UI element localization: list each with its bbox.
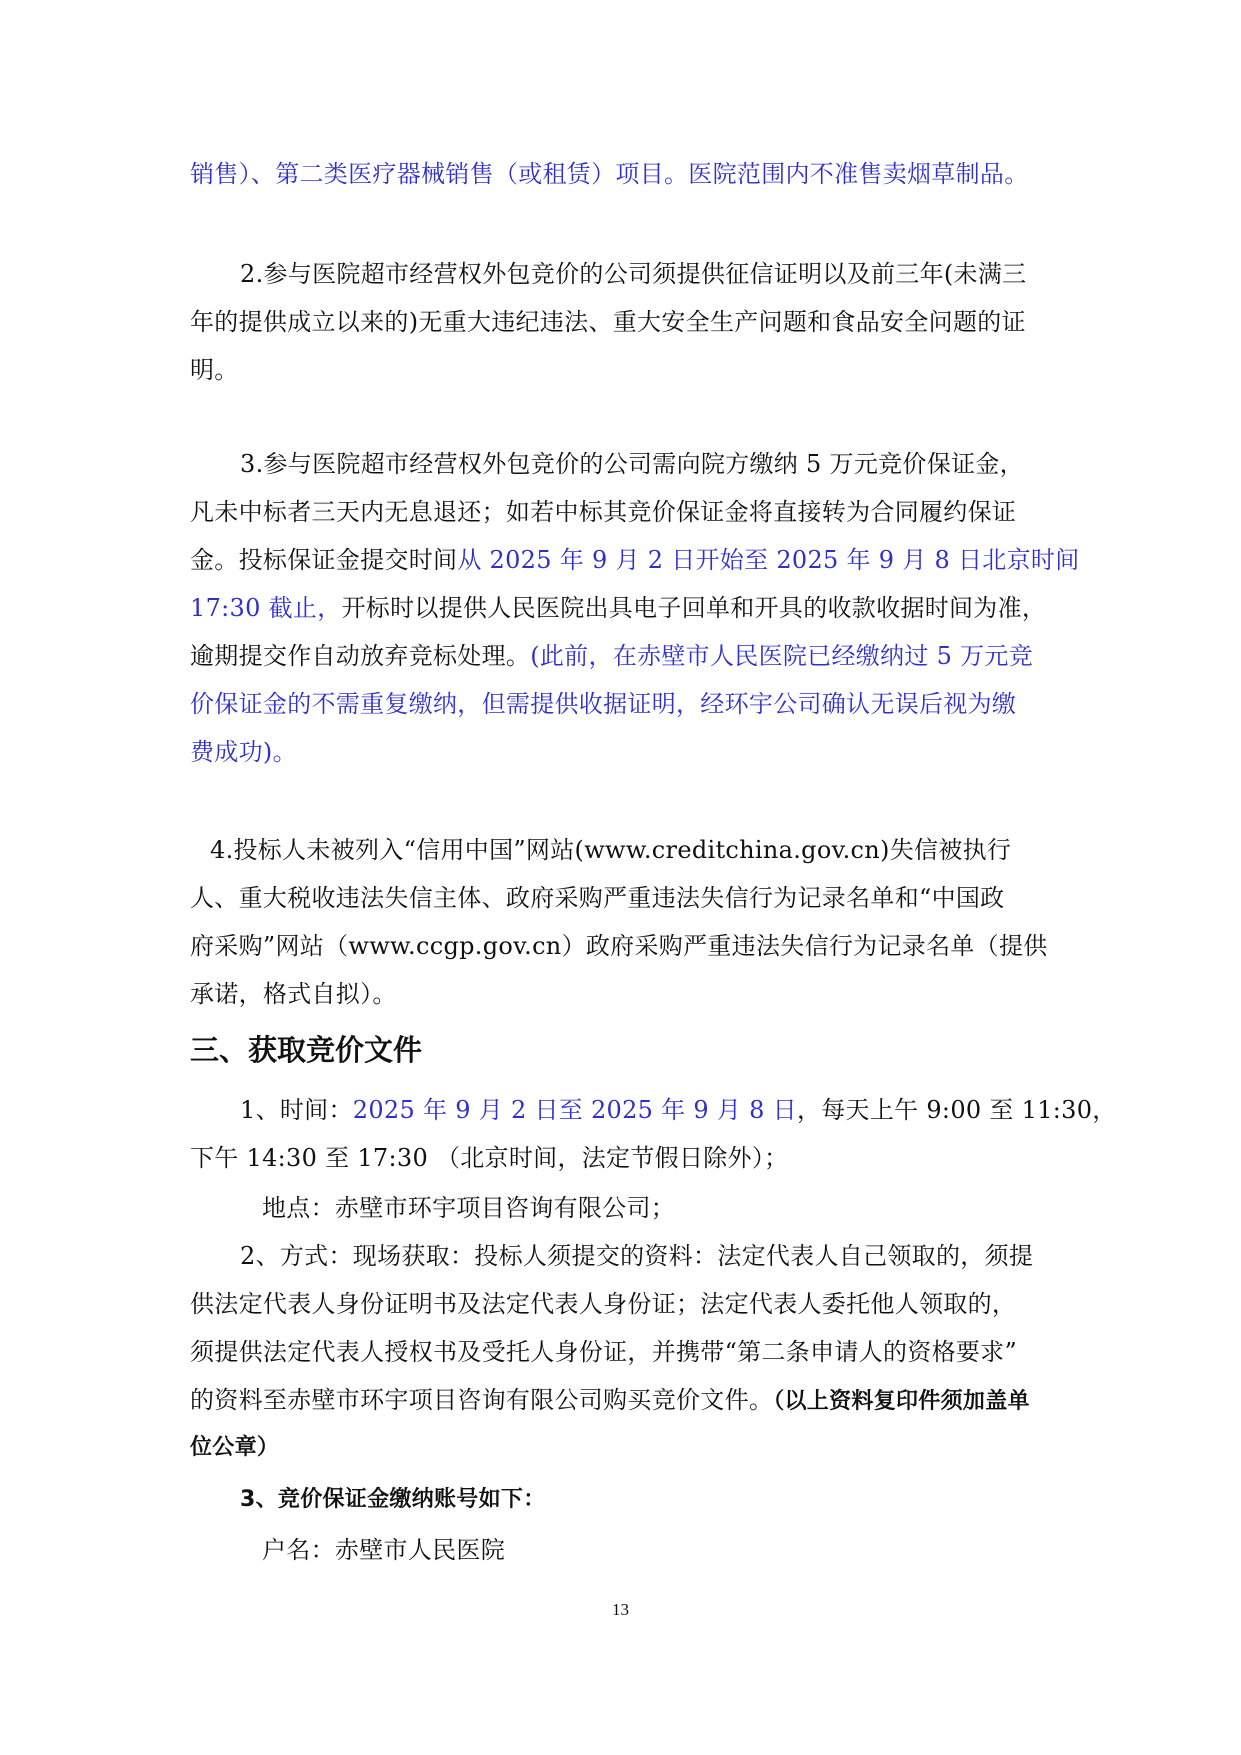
requirement-4-text-4: 承诺，格式自拟）。 [190,980,397,1008]
page-number: 13 [612,1600,629,1619]
requirement-4-line-4 [190,978,397,1010]
requirement-4-line-3 [190,930,1048,962]
requirement-3-text-1: 3.参与医院超市经营权外包竞价的公司需向院方缴纳 5 万元竞价保证金， [240,450,1024,478]
requirement-2-line-3 [190,354,239,386]
method-text-4: 的资料至赤壁市环宇项目咨询有限公司购买竞价文件。 [190,1386,774,1414]
time-hours: ，每天上午 9:00 至 11:30， [796,1096,1117,1124]
method-text-1: 2、方式：现场获取：投标人须提交的资料：法定代表人自己领取的，须提 [240,1242,1034,1270]
late-submission-text: 逾期提交作自动放弃竞标处理。 [190,642,531,670]
requirement-2-line-1 [240,258,1026,290]
obtain-method-line-2 [190,1288,1016,1320]
deposit-rule-text: 开标时以提供人民医院出具电子回单和开具的收款收据时间为准， [341,594,1047,622]
obtain-time-line-2 [190,1142,788,1174]
obtain-method-line-3 [190,1336,1017,1368]
location-text: 地点：赤壁市环宇项目咨询有限公司； [262,1194,676,1222]
requirement-3-line-4 [190,592,1046,624]
deposit-account-heading [240,1484,546,1516]
requirement-3-line-7 [190,736,297,768]
requirement-4-line-1 [210,834,1011,866]
requirement-3-line-1 [240,448,1024,480]
prior-deposit-note-2: 价保证金的不需重复缴纳，但需提供收据证明，经环宇公司确认无误后视为缴 [190,690,1017,718]
requirement-4-text-3: 府采购”网站（www.ccgp.gov.cn）政府采购严重违法失信行为记录名单（提供 [190,932,1048,960]
time-hours-afternoon: 下午 14:30 至 17:30 （北京时间，法定节假日除外）； [190,1144,789,1172]
deposit-account-heading-text: 3、竞价保证金缴纳账号如下： [240,1487,546,1512]
obtain-method-line-5 [190,1432,279,1464]
account-name-line [262,1534,505,1566]
obtain-method-line-4 [190,1384,1030,1418]
requirement-3-line-6 [190,688,1016,720]
requirement-2-text-1: 2.参与医院超市经营权外包竞价的公司须提供征信证明以及前三年(未满三 [240,260,1027,288]
requirement-3-line-5 [190,640,1033,672]
requirement-3-line-3 [190,544,1080,576]
requirement-2-text-2: 年的提供成立以来的)无重大违纪违法、重大安全生产问题和食品安全问题的证 [190,308,1026,336]
deposit-time-label: 金。投标保证金提交时间 [190,546,458,574]
requirement-2-line-2 [190,306,1026,338]
deposit-deadline: 17:30 截止， [190,594,342,622]
time-label: 1、时间： [240,1096,353,1124]
prior-deposit-note-1: (此前，在赤壁市人民医院已经缴纳过 5 万元竞 [530,642,1033,670]
method-text-3: 须提供法定代表人授权书及受托人身份证，并携带“第二条申请人的资格要求” [190,1338,1018,1366]
requirement-4-text-1: 4.投标人未被列入“信用中国”网站(www.creditchina.gov.cn)失信被执行 [210,836,1012,864]
requirement-3-line-2 [190,496,1016,528]
obtain-location-line [262,1192,675,1224]
obtain-time-line-1 [240,1094,1117,1126]
time-dates: 2025 年 9 月 2 日至 2025 年 9 月 8 日 [352,1096,797,1124]
requirement-4-text-2: 人、重大税收违法失信主体、政府采购严重违法失信行为记录名单和“中国政 [190,884,1005,912]
copy-stamp-note-1: （以上资料复印件须加盖单 [773,1389,1030,1414]
requirement-2-text-3: 明。 [190,356,239,384]
section-heading-obtain-documents: 三、获取竞价文件 [190,1033,423,1067]
scope-continuation-line [190,158,1029,190]
account-name-text: 户名：赤壁市人民医院 [262,1536,505,1564]
prior-deposit-note-3: 费成功)。 [190,738,297,766]
method-text-2: 供法定代表人身份证明书及法定代表人身份证；法定代表人委托他人领取的， [190,1290,1017,1318]
deposit-time-range: 从 2025 年 9 月 2 日开始至 2025 年 9 月 8 日北京时间 [457,546,1080,574]
obtain-method-line-1 [240,1240,1033,1272]
copy-stamp-note-2: 位公章） [190,1435,280,1460]
scope-text: 销售）、第二类医疗器械销售（或租赁）项目。医院范围内不准售卖烟草制品。 [190,160,1029,188]
requirement-4-line-2 [190,882,1004,914]
requirement-3-text-2: 凡未中标者三天内无息退还；如若中标其竞价保证金将直接转为合同履约保证 [190,498,1017,526]
